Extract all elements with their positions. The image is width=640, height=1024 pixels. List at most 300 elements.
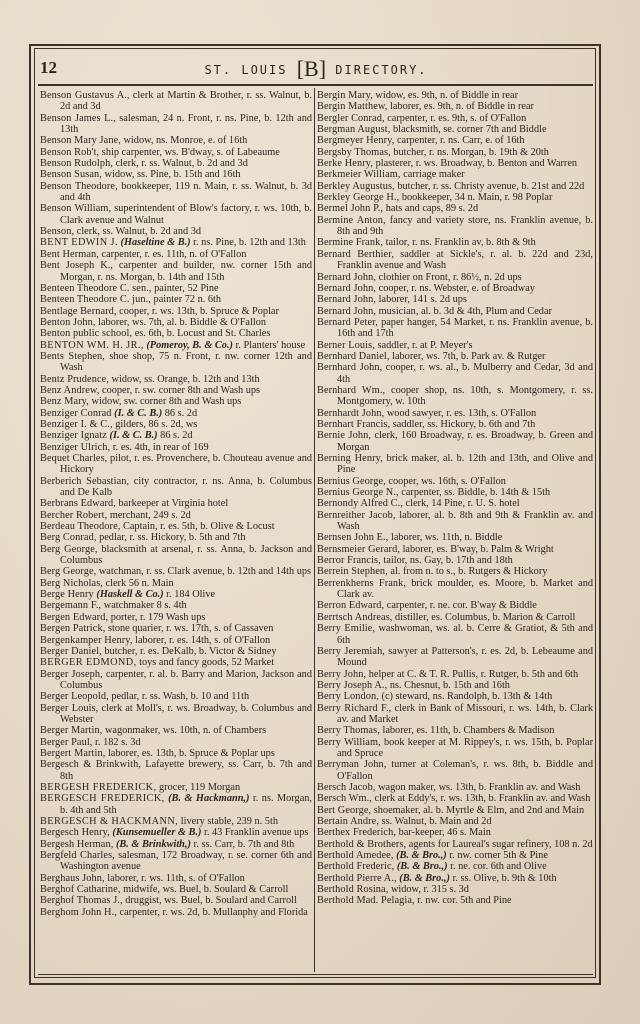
directory-entry	[40, 759, 312, 782]
entry-detail: fancy and variety store, ns. Franklin avenue, b. 8th and 9th	[337, 214, 593, 238]
directory-entry	[40, 669, 312, 692]
directory-entry	[317, 850, 593, 861]
entry-name: Benson,	[40, 226, 75, 238]
directory-entry	[317, 90, 593, 101]
entry-name: Berkley Augustus,	[317, 180, 395, 192]
entry-detail: carpenter and builder, nw. corner 15th and Morgan, r. ns. Morgan, b. 14th and 15th	[60, 260, 312, 283]
directory-entry	[40, 907, 312, 918]
entry-detail: r. ns. Morgan, b. 4th and 5th	[60, 793, 312, 816]
directory-entry	[40, 884, 312, 895]
entry-name: Berbrans Edward,	[40, 498, 116, 510]
entry-name: BERGER EDMOND,	[40, 657, 137, 669]
entry-name: Bernreither Jacob,	[317, 509, 396, 521]
directory-entry	[317, 612, 593, 623]
entry-detail: salesman, 24 n. Front, r. ns. Pine, b. 12th and 13th	[60, 112, 312, 136]
entry-detail: plasterer, r. ws. Broadway, b. Benton and Warren	[373, 158, 578, 170]
entry-detail: grocer, 119 Morgan	[156, 781, 241, 793]
entry-name: Berger Louis,	[40, 702, 99, 714]
entry-name: Berghof Catharine,	[40, 884, 121, 896]
entry-detail: brick moulder, es. Moore, b. Market and Clark av.	[337, 577, 593, 601]
entry-name: Benteen Theodore C. sen.,	[40, 282, 152, 294]
entry-detail: agents for Laureal's sugar refinery, 108 n. 2d	[406, 838, 593, 850]
directory-entry	[40, 793, 312, 816]
directory-entry	[40, 203, 312, 226]
entry-name: Berke Henry,	[317, 158, 373, 170]
directory-entry	[40, 839, 312, 850]
entry-firm: (B. & Brinkwith,)	[113, 838, 191, 850]
entry-detail: widow, ss. Pine, b. 15th and 16th	[101, 169, 241, 181]
entry-detail: laborer, es. 9th, n. of Biddle in rear	[387, 101, 534, 113]
directory-entry	[317, 203, 593, 214]
entry-name: Bersch Wm.,	[317, 793, 372, 805]
entry-detail: r. ss. Olive, b. 9th & 10th	[449, 872, 557, 884]
entry-detail: widow, ss. Orange, b. 12th and 13th	[108, 373, 260, 385]
entry-detail: r. nw. cor. 5th and Pine	[414, 895, 512, 907]
entry-name: Berrenkherns Frank,	[317, 577, 407, 589]
directory-entry	[317, 158, 593, 169]
entry-detail: wood sawyer, r. es. 13th, s. O'Fallon	[384, 407, 537, 419]
entry-detail: pedlar, r. ss. Hickory, b. 5th and 7th	[96, 532, 246, 544]
entry-name: Bent Joseph K.,	[40, 260, 114, 272]
directory-entry	[40, 419, 312, 430]
directory-entry	[40, 566, 312, 577]
entry-detail: carpenter, r. ns. Carr, e. of 16th	[394, 135, 525, 147]
entry-detail: r. nw. corner 5th & Pine	[446, 850, 548, 862]
directory-entry	[317, 498, 593, 509]
entry-detail: carpenter, r. al. b. Barry and Marion, Jackson and Columbus	[60, 668, 312, 691]
entry-name: Berthex Frederich,	[317, 827, 396, 839]
entry-name: Benz Mary,	[40, 396, 89, 408]
entry-name: Benz Andrew,	[40, 384, 100, 396]
directory-entry	[40, 237, 312, 248]
directory-entry	[40, 294, 312, 305]
directory-entry	[317, 192, 593, 203]
directory-entry	[317, 895, 593, 906]
directory-entry	[317, 623, 593, 646]
entry-detail: bookkeeper, 34 n. Main, r. 98 Poplar	[399, 192, 553, 204]
entry-detail: cooper, ws. 16th, s. O'Fallon	[385, 475, 506, 487]
entry-detail: butcher, r. es. DeKalb, b. Victor & Sidney	[101, 645, 277, 657]
entry-detail: es. 6th, b. Locust and St. Charles	[132, 328, 271, 340]
entry-detail: laborer, ws. 7th, al. b. Biddle & O'Fallon	[95, 316, 267, 328]
directory-entry	[40, 135, 312, 146]
entry-firm: (I. & C. B.)	[106, 430, 158, 442]
directory-entry	[40, 691, 312, 702]
entry-name: Berg George,	[40, 566, 97, 578]
directory-entry	[317, 362, 593, 385]
directory-entry	[317, 135, 593, 146]
entry-detail: cooper, r. ns. Webster, e. of Broadway	[376, 282, 535, 294]
entry-detail: cooper, r. sw. corner 8th and Wash ups	[99, 384, 261, 396]
directory-entry	[40, 283, 312, 294]
entry-detail: clerk at Eddy's, r. ws. 13th, b. Franklin av. and Wash	[371, 793, 591, 805]
directory-entry	[40, 873, 312, 884]
entry-name: Bernondy Alfred C.,	[317, 498, 403, 510]
entry-detail: widow, sw. corner 8th and Wash ups	[88, 396, 242, 408]
entry-detail: butcher, r. ss. Christy avenue, b. 21st and 22d	[394, 180, 585, 192]
entry-detail: clerk in Bank of Missouri, r. ws. 14th, b. Clark av. and Market	[337, 702, 593, 725]
entry-name: Bergin Mary,	[317, 90, 373, 101]
entry-name: Bernhardt John,	[317, 407, 385, 419]
entry-name: Berge Henry	[40, 589, 94, 601]
directory-entry	[317, 566, 593, 577]
entry-name: Bercher Robert,	[40, 509, 108, 521]
entry-detail: turner at Coleman's, r. ws. 8th, b. Biddle and O'Fallon	[337, 759, 593, 782]
entry-name: Berger Leopold,	[40, 691, 109, 703]
directory-entry	[40, 226, 312, 237]
directory-entry	[40, 748, 312, 759]
running-head-letter: [B]	[296, 56, 327, 81]
directory-entry	[40, 374, 312, 385]
directory-entry	[317, 419, 593, 430]
directory-entry	[317, 430, 593, 453]
entry-name: Berghom John H.,	[40, 906, 117, 918]
directory-entry	[40, 850, 312, 873]
directory-entry	[40, 408, 312, 419]
entry-name: BERGESCH & HACKMANN,	[40, 816, 179, 827]
entry-name: Benson Rudolph,	[40, 158, 114, 170]
entry-detail: laborer, r. ws. 11th, s. of O'Fallon	[104, 872, 245, 884]
entry-name: Berkley George H.,	[317, 192, 400, 204]
directory-entry	[317, 306, 593, 317]
entry-detail: brick maker, al. b. 12th and 13th, and Olive and Pine	[337, 453, 593, 476]
entry-name: Bergler Conrad,	[317, 112, 385, 124]
directory-entry	[317, 249, 593, 272]
directory-entry	[40, 782, 312, 793]
entry-detail: clothier on Front, r. 86½, n. 2d ups	[376, 271, 522, 283]
entry-detail: washwoman, ws. al. b. Cerre & Gratiot, & 5th and 6th	[337, 623, 593, 646]
entry-name: Bernius George N.,	[317, 487, 399, 499]
entry-detail: toys and fancy goods, 52 Market	[136, 657, 275, 669]
entry-detail: carpenter, r. es. 11th, n. of O'Fallon	[98, 248, 247, 260]
directory-entry	[317, 873, 593, 884]
directory-entry	[317, 532, 593, 543]
directory-entry	[317, 827, 593, 838]
directory-entry	[40, 260, 312, 283]
entry-detail: clerk, r. ss. Walnut, b. 2d and 3d	[113, 158, 248, 170]
page-number: 12	[40, 58, 57, 77]
directory-entry	[40, 340, 312, 351]
directory-entry	[40, 113, 312, 136]
entry-name: Bergesh Herman,	[40, 838, 114, 850]
page-header	[38, 52, 594, 82]
entry-detail: r. 182 s. 3d	[92, 736, 141, 748]
directory-entry	[40, 725, 312, 736]
entry-detail: r. Planters' house	[232, 339, 306, 351]
entry-detail: Captain, r. es. 5th, b. Olive & Locust	[120, 521, 275, 533]
entry-name: Berthold Amedee,	[317, 850, 394, 862]
directory-entry	[40, 306, 312, 317]
entry-detail: r. 184 Olive	[163, 589, 216, 601]
directory-entry	[317, 237, 593, 248]
directory-entry	[40, 442, 312, 453]
entry-name: Bernard John,	[317, 294, 377, 306]
directory-entry	[317, 793, 593, 804]
entry-name: Bernius George,	[317, 475, 386, 487]
entry-name: Berg George,	[40, 543, 98, 555]
entry-name: Bergert Martin,	[40, 747, 106, 759]
entry-name: Berger Paul,	[40, 736, 93, 748]
entry-detail: widow, es. 9th, n. of Biddle in rear	[372, 90, 519, 101]
directory-entry	[317, 283, 593, 294]
entry-detail: carriage maker	[400, 169, 465, 181]
directory-entry	[40, 510, 312, 521]
entry-detail: carpenter, ss. Biddle, b. 14th & 15th	[398, 487, 551, 499]
entry-detail: pilot, r. es. Provenchere, b. Chouteau avenue and Hickory	[60, 453, 312, 476]
footer-rule	[38, 974, 593, 975]
entry-detail: clerk at Martin & Brother, r. ss. Walnut, b. 2d and 3d	[60, 90, 312, 113]
directory-entry	[40, 635, 312, 646]
directory-entry	[40, 544, 312, 567]
entry-detail: clerk, ss. Walnut, b. 2d and 3d	[74, 226, 201, 238]
entry-detail: stone quarier, r. ws. 17th, s. of Cassaven	[105, 623, 274, 635]
directory-entry	[317, 703, 593, 726]
entry-name: Berry Jeremiah,	[317, 645, 385, 657]
directory-entry	[317, 340, 593, 351]
entry-name: Bernard Peter,	[317, 316, 378, 328]
directory-entry	[40, 737, 312, 748]
entry-detail: carpenter, r. es. 9th, s. of O'Fallon	[384, 112, 527, 124]
entry-firm: (Kunsemueller & B.)	[109, 827, 202, 839]
entry-firm: (B. & Hackmann,)	[164, 793, 250, 805]
directory-entry	[317, 215, 593, 238]
entry-name: Berg Nicholas,	[40, 577, 103, 589]
entry-name: Berghaus John,	[40, 872, 105, 884]
directory-entry	[317, 181, 593, 192]
directory-entry	[317, 453, 593, 476]
directory-entry	[317, 816, 593, 827]
entry-name: Berthold Mad. Pelagia,	[317, 895, 415, 907]
entry-detail: blacksmith, se. corner 7th and Biddle	[390, 124, 547, 136]
entry-name: Berry Thomas,	[317, 725, 380, 737]
entry-detail: r. es. 4th, in rear of 169	[110, 441, 209, 453]
directory-entry	[317, 510, 593, 533]
entry-detail: paper hanger, 54 Market, r. ns. Franklin avenue, b. 16th and 17th	[337, 316, 593, 340]
entry-detail: salesman, 172 Broadway, r. se. corner 6th and Washington avenue	[60, 850, 312, 873]
entry-name: Bermine Frank,	[317, 237, 384, 249]
entry-name: Berberich Sebastian,	[40, 475, 130, 487]
entry-detail: druggist, ws. Buel, b. Soulard and Carroll	[122, 895, 297, 907]
directory-entry	[40, 521, 312, 532]
entry-detail: butcher, r. ns. Morgan, b. 19th & 20th	[390, 146, 549, 158]
entry-detail: 86 s. 2d	[162, 407, 198, 419]
entry-detail: laborer, es. B'way, b. Palm & Wright	[400, 543, 554, 555]
entry-name: Bent Herman,	[40, 248, 99, 260]
entry-name: BERGESH FREDERICK,	[40, 781, 157, 793]
directory-entry	[40, 657, 312, 668]
entry-detail: carpenter, r. ws. 2d, b. Mullanphy and Florida	[116, 906, 308, 918]
entry-name: BENTON WM. H. JR.,	[40, 339, 144, 351]
entry-name: Berger Daniel,	[40, 645, 102, 657]
entry-name: Benziger Conrad	[40, 407, 112, 419]
directory-entry	[40, 532, 312, 543]
directory-entry	[40, 430, 312, 441]
entry-name: Benteen Theodore C. jun.,	[40, 294, 151, 306]
directory-entry	[317, 408, 593, 419]
entry-firm: (Haskell & Co.)	[93, 589, 164, 601]
entry-detail: superintendent of Blow's factory, r. ws. 10th, b. Clark avenue and Walnut	[60, 203, 312, 226]
entry-name: Bergenkamper Henry,	[40, 634, 133, 646]
directory-entry	[40, 827, 312, 838]
entry-name: Bersch Jacob,	[317, 781, 376, 793]
running-head-city: ST. LOUIS	[204, 63, 288, 77]
directory-entry	[317, 646, 593, 669]
entry-detail: saddler at Sickle's, r. al. b. 22d and 23d, Franklin avenue and Wash	[337, 248, 593, 272]
directory-entry	[40, 351, 312, 374]
entry-name: Bentz Prudence,	[40, 373, 109, 385]
entry-name: Bernard John,	[317, 305, 377, 317]
entry-detail: cooper shop, ns. 10th, s. Montgomery, r. ss. Montgomery, w. 10th	[337, 384, 593, 408]
entry-name: Berry London,	[317, 691, 379, 703]
entry-detail: laborer, es. 13th, b. Spruce & Poplar ups	[105, 747, 275, 759]
entry-detail: watchmaker 8 s. 4th	[101, 600, 187, 612]
entry-name: BERGESCH FREDERICK,	[40, 793, 165, 805]
entry-name: Berry John,	[317, 668, 367, 680]
entry-detail: r. ss. Carr, b. 7th and 8th	[190, 838, 295, 850]
directory-entry	[40, 90, 312, 113]
entry-firm: (Pomeroy, B. & Co.)	[143, 339, 233, 351]
entry-name: Benziger Ulrich,	[40, 441, 111, 453]
directory-entry	[317, 759, 593, 782]
entry-detail: laborer, es. 11th, b. Chambers & Madison	[379, 725, 555, 737]
entry-name: Bergen Edward,	[40, 611, 109, 623]
entry-name: Benson Gustavus A.,	[40, 90, 130, 101]
directory-entry	[317, 691, 593, 702]
entry-detail: widow, r. 315 s. 3d	[388, 884, 469, 896]
entry-detail: Lafayette brewery, ss. Carr, b. 7th and 8th	[60, 759, 312, 782]
entry-name: Berger Martin,	[40, 725, 103, 737]
entry-name: Bernie John,	[317, 430, 372, 442]
entry-name: Bertain Andre,	[317, 816, 380, 827]
directory-entry	[317, 680, 593, 691]
entry-detail: painter, 52 Pine	[151, 282, 219, 294]
entry-detail: carpenter, r. ne. cor. B'way & Biddle	[384, 600, 537, 612]
entry-name: Berning Henry,	[317, 453, 383, 464]
entry-name: Bernard John,	[317, 282, 377, 294]
entry-detail: r. ne. cor. 6th and Olive	[447, 861, 547, 873]
directory-entry	[317, 294, 593, 305]
entry-detail: wagon maker, ws. 13th, b. Franklin av. and Wash	[375, 781, 581, 793]
entry-name: Bert George,	[317, 804, 372, 816]
entry-detail: book keeper at M. Rippey's, r. ws. 15th, b. Poplar and Spruce	[337, 736, 593, 759]
entry-detail: watchman, r. ss. Clark avenue, b. 12th and 14th ups	[96, 566, 312, 578]
entry-name: Benson Susan,	[40, 169, 102, 181]
entry-name: Berrein Stephen,	[317, 566, 388, 578]
directory-entry	[317, 101, 593, 112]
entry-name: Benson William,	[40, 203, 112, 215]
entry-detail: merchant, 249 s. 2d	[107, 509, 191, 521]
entry-name: Berghof Thomas J.,	[40, 895, 123, 907]
directory-entry	[40, 623, 312, 634]
entry-name: Berdeau Theodore,	[40, 521, 121, 533]
directory-entry	[40, 317, 312, 328]
directory-entry	[317, 861, 593, 872]
entry-name: Bequet Charles,	[40, 453, 108, 464]
entry-name: Benson Theodore,	[40, 180, 118, 192]
entry-name: Berry Joseph A.,	[317, 679, 388, 691]
directory-entry	[317, 555, 593, 566]
entry-name: Benson Mary Jane,	[40, 135, 121, 147]
entry-name: Berger Joseph,	[40, 668, 103, 680]
directory-entry	[40, 385, 312, 396]
directory-entry	[40, 328, 312, 339]
entry-name: Benziger I. & C.,	[40, 418, 113, 430]
entry-name: Bernhard John,	[317, 362, 383, 374]
entry-name: Berg Conrad,	[40, 532, 97, 544]
entry-name: Benson Rob't,	[40, 146, 100, 158]
directory-entry	[40, 578, 312, 589]
entry-name: Berrtsch Andreas,	[317, 611, 393, 623]
directory-entry	[317, 385, 593, 408]
directory-entry	[317, 782, 593, 793]
entry-name: Benton John,	[40, 316, 96, 328]
entry-detail: laborer, 141 s. 2d ups	[376, 294, 467, 306]
entry-name: Bergemann F.,	[40, 600, 102, 612]
entry-detail: clerk at Moll's, r. ws. Broadway, b. Columbus and Webster	[60, 702, 313, 725]
entry-detail: widow, ns. Monroe, e. of 16th	[120, 135, 248, 147]
entry-detail: hats and caps, 89 s. 2d	[383, 203, 479, 215]
entry-detail: bookkeeper, 119 n. Main, r. ss. Walnut, b. 3d and 4th	[60, 180, 312, 204]
directory-entry	[40, 816, 312, 827]
entry-detail: tailor, ns. Gay, b. 17th and 18th	[380, 555, 513, 567]
entry-name: Bergesch Henry,	[40, 827, 110, 839]
entry-detail: clerk 56 n. Main	[102, 577, 174, 589]
entry-name: Bernsmeier Gerard,	[317, 543, 400, 555]
entry-detail: cooper, r. ws. al., b. Mulberry and Cedar, 3d and 4th	[337, 362, 594, 385]
entry-detail: tailor, r. ns. Franklin av, b. 8th & 9th	[383, 237, 536, 249]
directory-entry	[40, 498, 312, 509]
entry-name: Bernhard Wm.,	[317, 384, 386, 396]
entry-detail: ss. Walnut, b. Main and 2d	[379, 816, 492, 827]
directory-entry	[40, 612, 312, 623]
entry-detail: wagonmaker, ws. 10th, n. of Chambers	[102, 725, 267, 737]
directory-entry	[317, 113, 593, 124]
entry-name: Berthold Rosina,	[317, 884, 389, 896]
left-column	[40, 90, 312, 918]
entry-name: Berry William,	[317, 736, 381, 748]
entry-name: Bergesch & Brinkwith,	[40, 759, 142, 771]
entry-detail: city contractor, r. ns. Anna, b. Columbus and De Kalb	[60, 475, 312, 499]
directory-entry	[317, 669, 593, 680]
directory-entry	[40, 169, 312, 180]
entry-name: Berner Louis,	[317, 339, 375, 351]
entry-detail: cooper, r. ws. 13th, b. Spruce & Poplar	[116, 305, 279, 317]
entry-name: Berry Emilie,	[317, 623, 376, 635]
entry-name: Berthold Frederic,	[317, 861, 395, 873]
entry-name: Benziger Ignatz	[40, 430, 107, 442]
entry-name: Bergsby Thomas,	[317, 146, 391, 158]
entry-name: Berthold Pierre A.,	[317, 872, 397, 884]
entry-detail: sawyer at Patterson's, r. es. 2d, b. Lebeaume and Mound	[337, 645, 593, 669]
directory-entry	[317, 544, 593, 555]
right-column	[317, 90, 593, 907]
entry-name: Bergfeld Charles,	[40, 850, 115, 862]
directory-entry	[317, 487, 593, 498]
entry-detail: porter, r. 179 Wash ups	[108, 611, 206, 623]
entry-detail: 86 s. 2d	[157, 430, 193, 442]
entry-name: Bernhard Daniel,	[317, 350, 390, 362]
entry-name: BENT EDWIN J.	[40, 237, 118, 249]
entry-name: Bermine Anton,	[317, 214, 386, 226]
entry-name: Berryman John,	[317, 759, 387, 771]
entry-firm: (I. & C. B.)	[111, 407, 163, 419]
directory-entry	[317, 351, 593, 362]
directory-entry	[40, 158, 312, 169]
entry-detail: blacksmith at arsenal, r. ss. Anna, b. Jackson and Columbus	[60, 543, 312, 567]
entry-detail: distiller, es. Columbus, b. Marion & Carroll	[392, 611, 576, 623]
entry-firm: (B. & Bro.,)	[396, 872, 450, 884]
entry-detail: clerk, 14 Pine, r. U. S. hotel	[402, 498, 520, 510]
